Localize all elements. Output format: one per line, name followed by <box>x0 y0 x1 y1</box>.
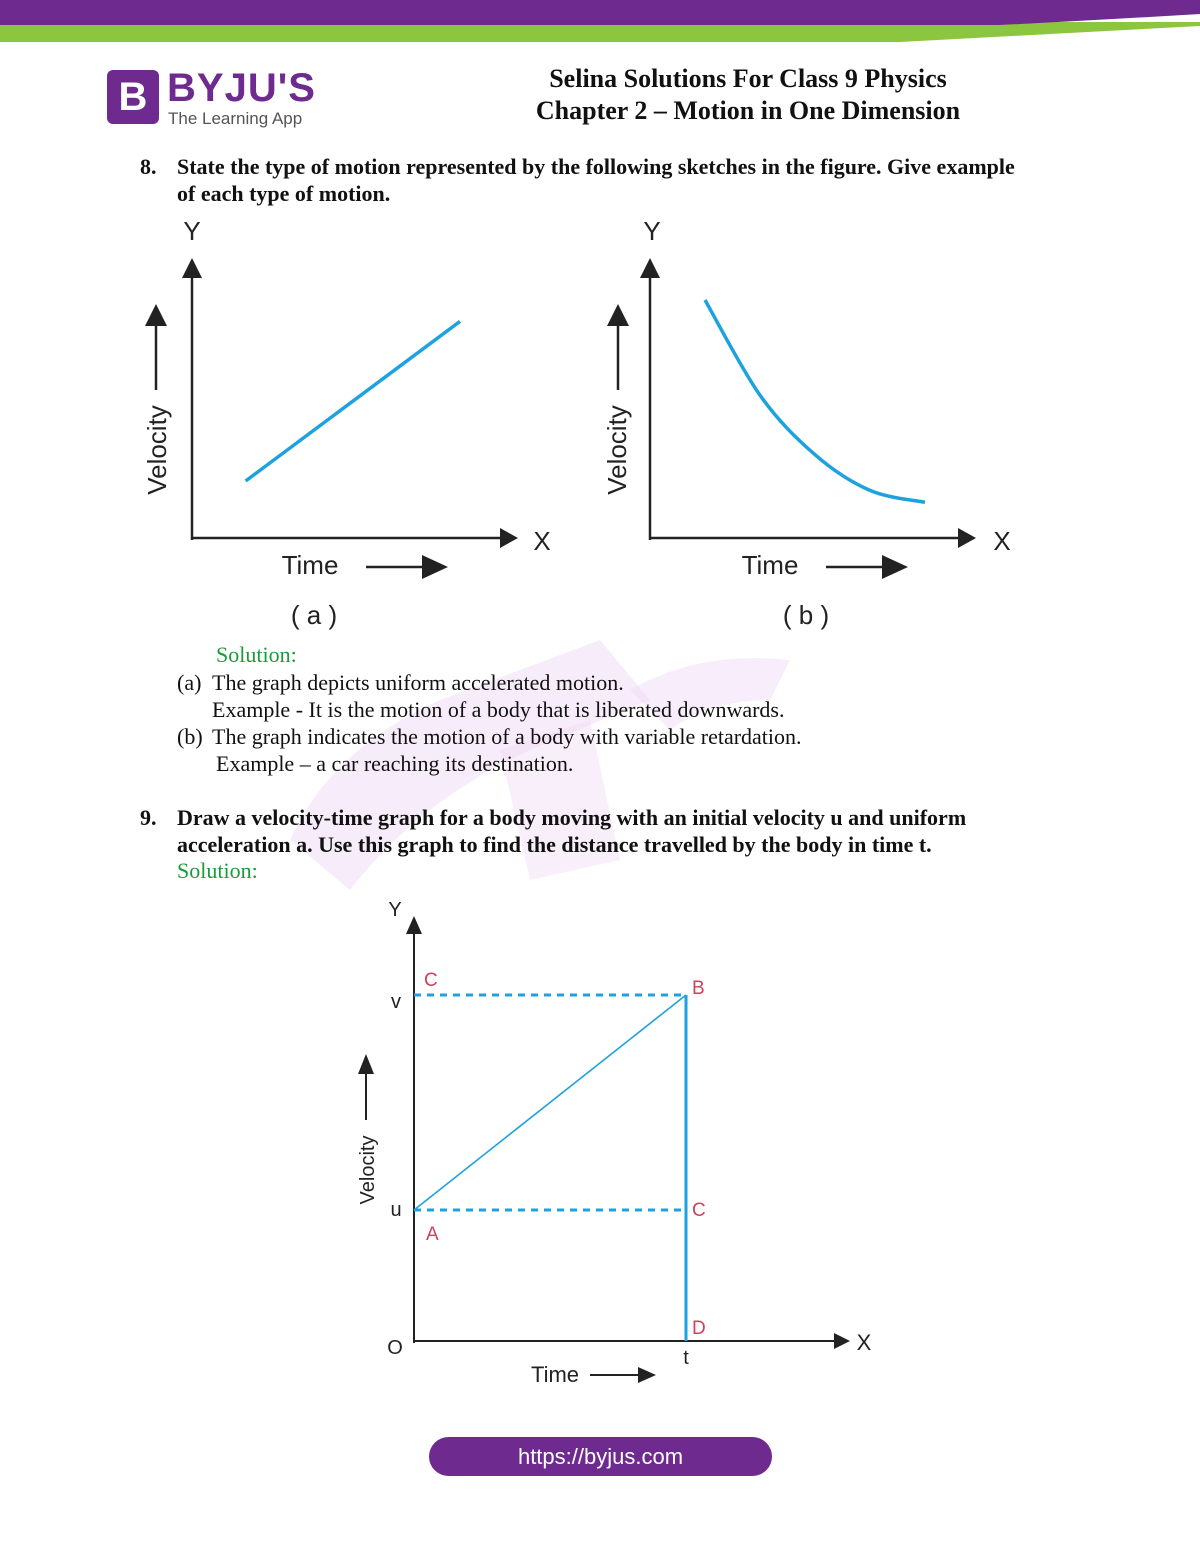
graph-b-ylabel-arrowhead <box>607 304 629 326</box>
q9-y-arrowhead <box>406 916 422 934</box>
q9-point-b: B <box>692 978 705 999</box>
q8-a-label: (a) <box>177 670 202 695</box>
q9-x-letter: X <box>856 1330 872 1355</box>
q9-x-arrowhead <box>834 1333 850 1349</box>
top-bar-purple-stripe <box>0 0 1200 25</box>
byjus-logo-mark: B <box>107 70 159 124</box>
question-8-number: 8. <box>140 154 157 179</box>
graph-b-caption: ( b ) <box>782 600 830 630</box>
graph-b-x-letter: X <box>993 526 1011 556</box>
graph-a-xlabel: Time <box>281 550 339 580</box>
graph-a-ylabel: Velocity <box>142 405 172 495</box>
graph-b-xlabel-arrowhead <box>882 555 908 579</box>
velocity-time-graph-a <box>120 210 580 640</box>
q9-series-line-ab <box>414 995 686 1210</box>
top-decorative-bar <box>0 0 1200 42</box>
question-9-number: 9. <box>140 805 157 830</box>
graph-b-ylabel: Velocity <box>602 405 632 495</box>
q9-ylabel: Velocity <box>357 1135 379 1205</box>
q9-point-a: A <box>426 1224 439 1245</box>
q9-origin-label: O <box>387 1337 403 1359</box>
q8-b-example: Example – a car reaching its destination. <box>216 751 574 776</box>
q9-tick-u: u <box>390 1199 402 1221</box>
q9-y-letter: Y <box>388 899 402 921</box>
q9-tick-v: v <box>391 991 401 1013</box>
graph-a-xlabel-arrowhead <box>422 555 448 579</box>
graph-a-x-arrowhead <box>500 528 518 548</box>
question-8-line2: of each type of motion. <box>177 181 391 206</box>
footer-url-pill[interactable]: https://byjus.com <box>429 1437 772 1476</box>
header-title-line1: Selina Solutions For Class 9 Physics <box>549 64 947 93</box>
graph-a-x-letter: X <box>533 526 551 556</box>
graph-b-y-letter: Y <box>643 216 661 246</box>
q8-a-example: Example - It is the motion of a body that is liberated downwards. <box>212 697 785 722</box>
graph-a-ylabel-arrowhead <box>145 304 167 326</box>
q9-point-c-right: C <box>692 1200 706 1221</box>
q9-point-d: D <box>692 1318 706 1339</box>
graph-a-series-line <box>246 321 460 481</box>
q8-solution-label: Solution: <box>216 642 297 667</box>
graph-b-xlabel: Time <box>741 550 799 580</box>
q8-b-label: (b) <box>177 724 203 749</box>
velocity-time-graph-b <box>580 210 1040 640</box>
q9-xlabel: Time <box>530 1362 580 1387</box>
header-title-line2: Chapter 2 – Motion in One Dimension <box>535 96 961 125</box>
graph-b-x-arrowhead <box>958 528 976 548</box>
q8-b-text: The graph indicates the motion of a body with variable retardation. <box>212 724 802 749</box>
graph-b-y-arrowhead <box>640 258 660 278</box>
q9-xlabel-arrowhead <box>638 1367 656 1383</box>
question-9-line1: Draw a velocity-time graph for a body moving with an initial velocity u and uniform <box>177 805 967 830</box>
q8-a-text: The graph depicts uniform accelerated motion. <box>212 670 624 695</box>
byjus-logo-word: BYJU'S <box>167 66 316 110</box>
graph-b-series-curve <box>705 300 925 502</box>
q9-point-c-top: C <box>424 970 438 991</box>
question-9-line2: acceleration a. Use this graph to find the distance travelled by the body in time t. <box>177 832 932 857</box>
question-8-line1: State the type of motion represented by the following sketches in the figure. Give example <box>177 154 1015 179</box>
graph-a-y-letter: Y <box>183 216 201 246</box>
q9-solution-label: Solution: <box>177 858 258 883</box>
graph-a-y-arrowhead <box>182 258 202 278</box>
q9-ylabel-arrowhead <box>358 1054 374 1074</box>
logo-tagline: The Learning App <box>168 109 303 128</box>
velocity-time-graph-q9 <box>340 890 900 1400</box>
graph-a-caption: ( a ) <box>290 600 338 630</box>
q9-tick-t: t <box>683 1347 689 1369</box>
